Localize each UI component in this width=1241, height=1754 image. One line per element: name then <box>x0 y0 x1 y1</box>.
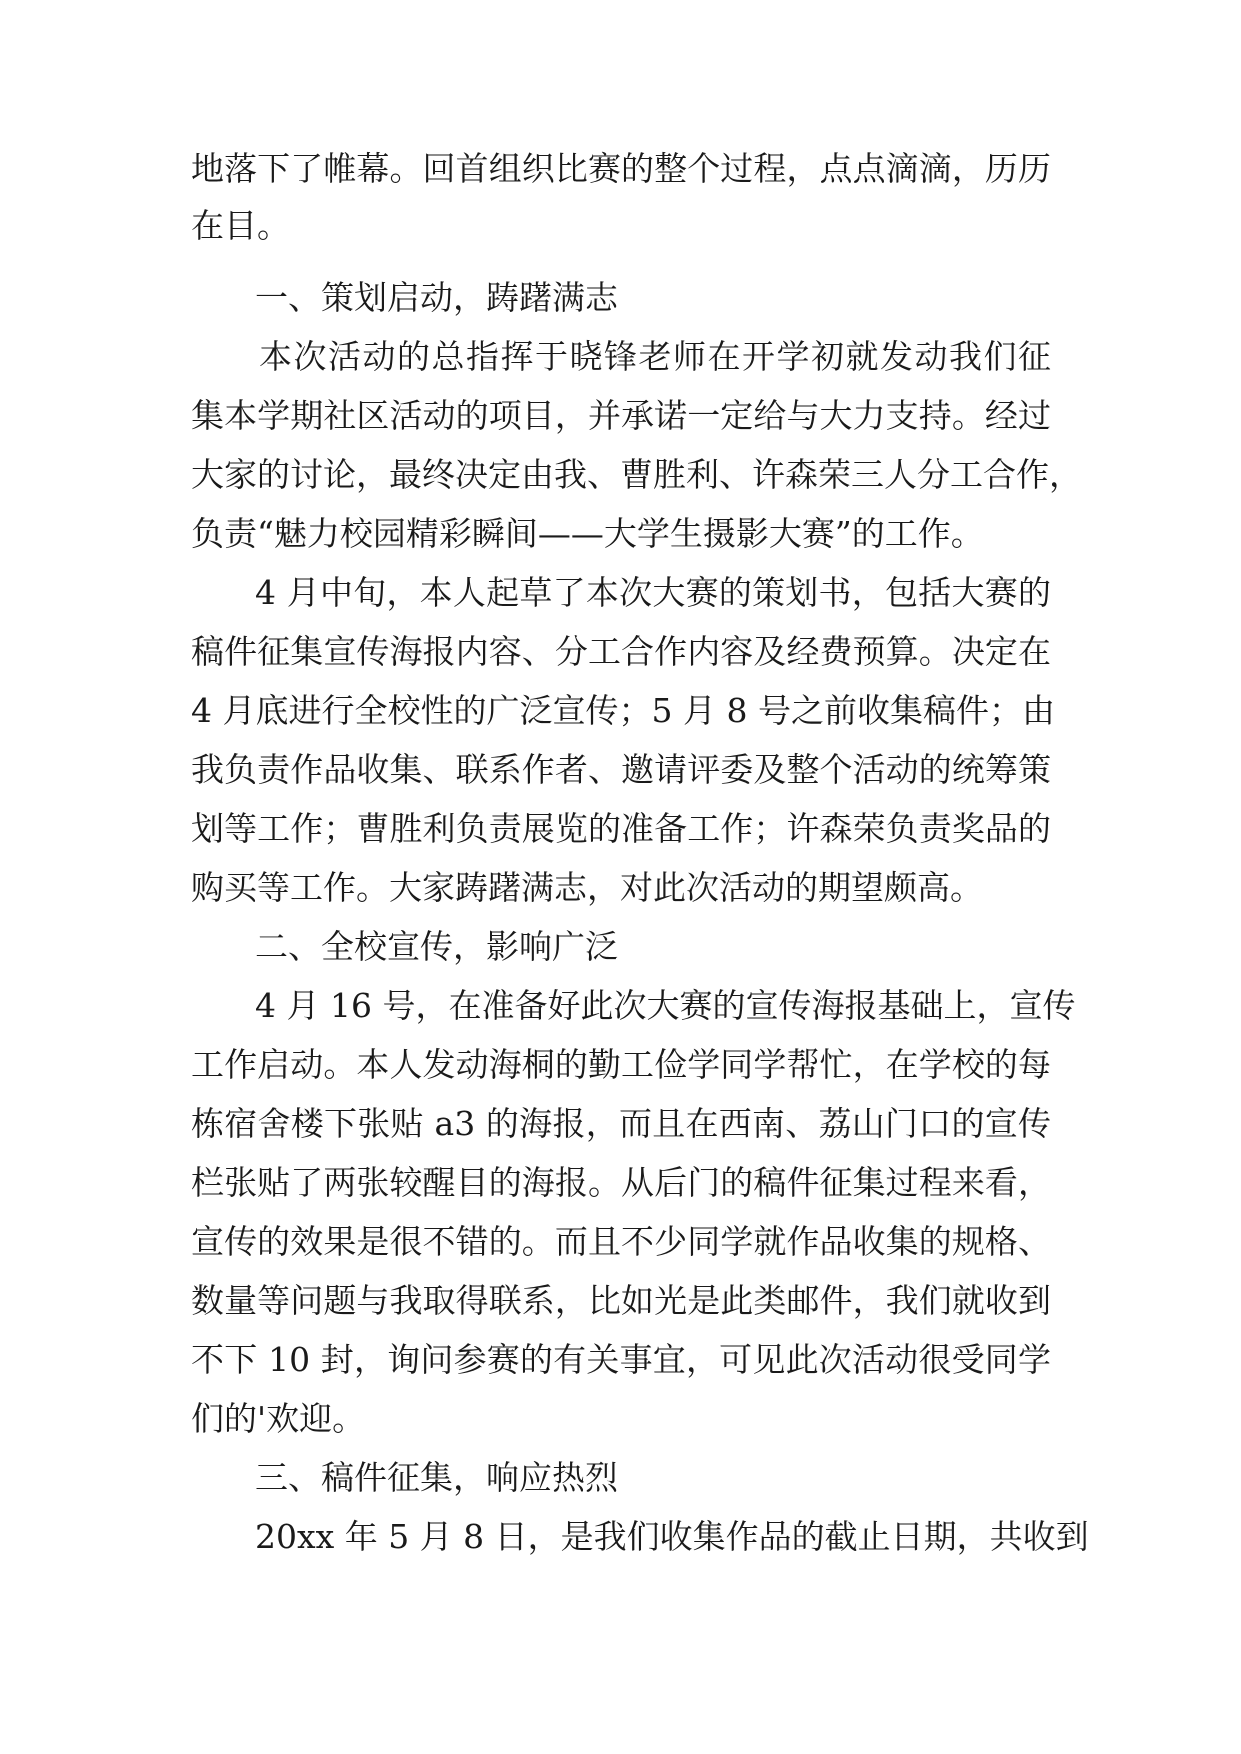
section-heading: 二、全校宣传，影响广泛 <box>255 927 618 966</box>
text-line: 栏张贴了两张较醒目的海报。从后门的稿件征集过程来看， <box>191 1163 1051 1202</box>
text-line: 数量等问题与我取得联系，比如光是此类邮件，我们就收到 <box>191 1281 1051 1320</box>
text-line: 4 月 16 号，在准备好此次大赛的宣传海报基础上，宣传 <box>255 986 1076 1025</box>
text-line: 负责“魅力校园精彩瞬间——大学生摄影大赛”的工作。 <box>191 514 984 553</box>
text-line: 4 月中旬，本人起草了本次大赛的策划书，包括大赛的 <box>255 573 1051 612</box>
text-line: 本次活动的总指挥于晓锋老师在开学初就发动我们征 <box>259 337 1051 376</box>
text-line: 我负责作品收集、联系作者、邀请评委及整个活动的统筹策 <box>191 750 1051 789</box>
text-line: 大家的讨论，最终决定由我、曹胜利、许森荣三人分工合作， <box>191 455 1082 494</box>
text-line: 宣传的效果是很不错的。而且不少同学就作品收集的规格、 <box>191 1222 1051 1261</box>
text-line: 4 月底进行全校性的广泛宣传；5 月 8 号之前收集稿件；由 <box>191 691 1055 730</box>
text-line: 购买等工作。大家踌躇满志，对此次活动的期望颇高。 <box>191 868 983 907</box>
text-line: 在目。 <box>191 206 290 245</box>
text-line: 稿件征集宣传海报内容、分工合作内容及经费预算。决定在 <box>191 632 1051 671</box>
text-line: 们的'欢迎。 <box>191 1399 366 1438</box>
text-line: 不下 10 封，询问参赛的有关事宜，可见此次活动很受同学 <box>191 1340 1051 1379</box>
text-line: 划等工作；曹胜利负责展览的准备工作；许森荣负责奖品的 <box>191 809 1051 848</box>
text-line: 集本学期社区活动的项目，并承诺一定给与大力支持。经过 <box>191 396 1051 435</box>
text-line: 20xx 年 5 月 8 日，是我们收集作品的截止日期，共收到 <box>255 1517 1089 1556</box>
section-heading: 一、策划启动，踌躇满志 <box>255 278 618 317</box>
text-line: 地落下了帷幕。回首组织比赛的整个过程，点点滴滴，历历 <box>191 149 1051 188</box>
text-line: 栋宿舍楼下张贴 a3 的海报，而且在西南、荔山门口的宣传 <box>191 1104 1051 1143</box>
text-line: 工作启动。本人发动海桐的勤工俭学同学帮忙，在学校的每 <box>191 1045 1051 1084</box>
section-heading: 三、稿件征集，响应热烈 <box>255 1458 618 1497</box>
